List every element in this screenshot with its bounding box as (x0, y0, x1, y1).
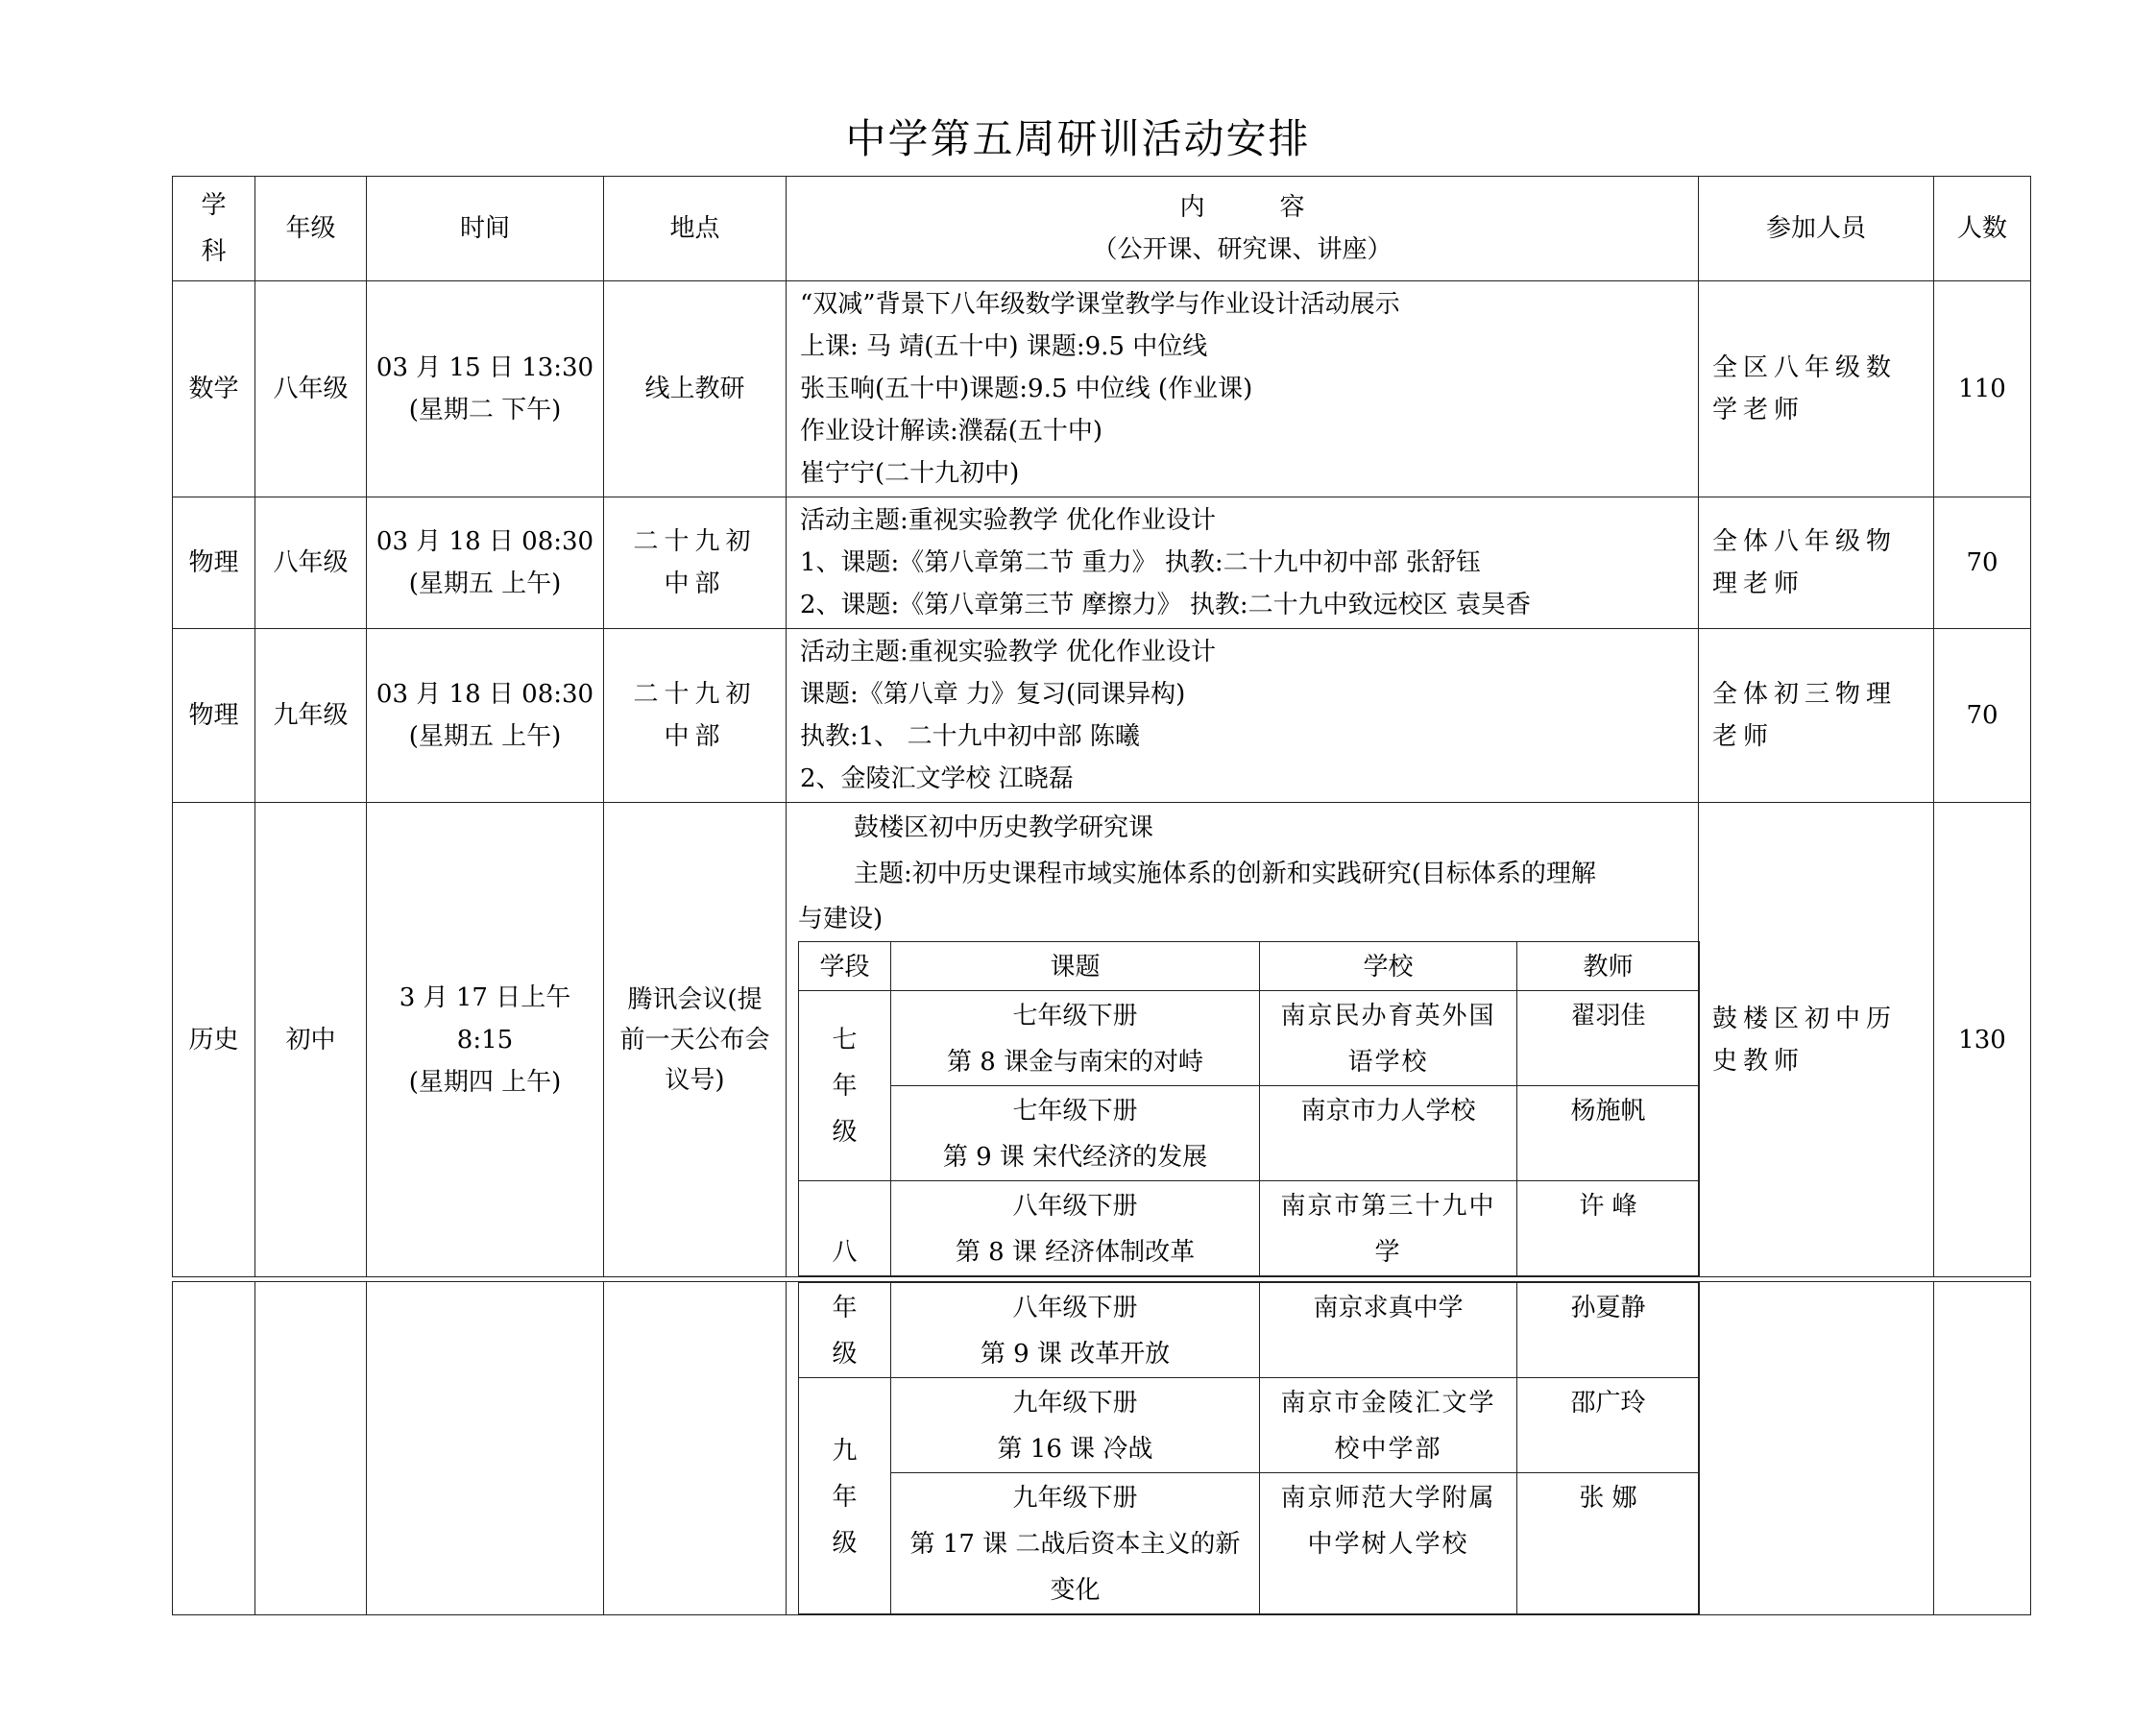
place-cell: 线上教研 (604, 281, 787, 497)
count-cell: 110 (1934, 281, 2031, 497)
lesson-topic: 九年级下册 第 16 课 冷战 (891, 1378, 1260, 1473)
lesson-row (799, 991, 1700, 1086)
lesson-row (799, 1181, 1700, 1276)
lesson-header-topic: 课题 (891, 942, 1260, 991)
content-line: 执教:1、 二十九中初中部 陈曦 (800, 722, 1140, 751)
lesson-row (799, 1473, 1700, 1614)
table-row-history (173, 803, 2031, 1277)
content-cell (787, 629, 1699, 803)
table-row (173, 497, 2031, 629)
header-participants: 参加人员 (1699, 177, 1934, 281)
time-line: 03 月 18 日 08:30 (375, 527, 594, 556)
time-cell (367, 1282, 604, 1615)
lesson-header-school: 学校 (1260, 942, 1517, 991)
grade-cell: 初中 (255, 803, 367, 1277)
page-title: 中学第五周研训活动安排 (845, 115, 1311, 162)
lesson-school: 南京师范大学附属中学树人学校 (1260, 1473, 1517, 1614)
content-line: 与建设) (798, 905, 884, 933)
lesson-header-row (799, 942, 1700, 991)
lesson-table (798, 941, 1700, 1276)
place-cell: 腾讯会议(提前一天公布会议号) (604, 803, 787, 1277)
grade-cell: 八年级 (255, 281, 367, 497)
content-line: “双减”背景下八年级数学课堂教学与作业设计活动展示 (800, 290, 1400, 319)
place-cell: 二十九初中部 (604, 497, 787, 629)
content-line: 张玉响(五十中)课题:9.5 中位线 (作业课) (800, 375, 1253, 403)
grade-cell (255, 1282, 367, 1615)
header-time: 时间 (367, 177, 604, 281)
content-cell (787, 497, 1699, 629)
content-line: 2、金陵汇文学校 江晓磊 (800, 764, 1074, 793)
subject-cell: 物理 (173, 497, 255, 629)
lesson-row (799, 1086, 1700, 1181)
content-line: 活动主题:重视实验教学 优化作业设计 (800, 638, 1217, 667)
time-line: 03 月 15 日 13:30 (375, 353, 594, 382)
count-cell (1934, 1282, 2031, 1615)
lesson-school: 南京市第三十九中学 (1260, 1181, 1517, 1276)
grade-cell: 八年级 (255, 497, 367, 629)
lesson-teacher: 许 峰 (1517, 1181, 1700, 1276)
lesson-table-continued (798, 1282, 1700, 1614)
header-place: 地点 (604, 177, 787, 281)
subject-cell: 数学 (173, 281, 255, 497)
lesson-school: 南京民办育英外国语学校 (1260, 991, 1517, 1086)
lesson-topic: 八年级下册 第 9 课 改革开放 (891, 1283, 1260, 1378)
content-cell (787, 1282, 1699, 1615)
subject-cell: 历史 (173, 803, 255, 1277)
header-row (173, 177, 2031, 281)
table-row (173, 281, 2031, 497)
content-line: 活动主题:重视实验教学 优化作业设计 (800, 506, 1217, 535)
lesson-row (799, 1378, 1700, 1473)
content-line: 主题:初中历史课程市域实施体系的创新和实践研究(目标体系的理解 (854, 860, 1596, 888)
content-line: 2、课题:《第八章第三节 摩擦力》 执教:二十九中致远校区 袁昊香 (800, 591, 1531, 619)
participants-cell: 鼓楼区初中历史教师 (1699, 803, 1934, 1277)
count-cell: 70 (1934, 629, 2031, 803)
lesson-school: 南京市金陵汇文学校中学部 (1260, 1378, 1517, 1473)
lesson-teacher: 邵广玲 (1517, 1378, 1700, 1473)
time-cell (367, 497, 604, 629)
lesson-topic: 七年级下册 第 8 课金与南宋的对峙 (891, 991, 1260, 1086)
stage-cell: 七年级 (799, 991, 891, 1181)
content-cell (787, 803, 1699, 1277)
grade-cell: 九年级 (255, 629, 367, 803)
time-line: (星期四 上午) (408, 1067, 562, 1097)
content-line: 1、课题:《第八章第二节 重力》 执教:二十九中初中部 张舒钰 (800, 548, 1481, 577)
time-line: 03 月 18 日 08:30 (375, 680, 594, 709)
time-cell (367, 629, 604, 803)
time-cell (367, 803, 604, 1277)
participants-cell: 全体初三物理老师 (1699, 629, 1934, 803)
content-line: 上课: 马 靖(五十中) 课题:9.5 中位线 (800, 332, 1208, 361)
subject-cell: 物理 (173, 629, 255, 803)
lesson-teacher: 杨施帆 (1517, 1086, 1700, 1181)
lesson-school: 南京市力人学校 (1260, 1086, 1517, 1181)
count-cell: 130 (1934, 803, 2031, 1277)
content-line: 作业设计解读:濮磊(五十中) (800, 417, 1103, 446)
lesson-header-stage: 学段 (799, 942, 891, 991)
lesson-row (799, 1283, 1700, 1378)
time-line: 8:15 (456, 1025, 514, 1054)
stage-cell: 九年级 (799, 1378, 891, 1614)
content-line: 崔宁宁(二十九初中) (800, 459, 1020, 488)
lesson-topic: 八年级下册 第 8 课 经济体制改革 (891, 1181, 1260, 1276)
lesson-teacher: 孙夏静 (1517, 1283, 1700, 1378)
lesson-topic: 七年级下册 第 9 课 宋代经济的发展 (891, 1086, 1260, 1181)
header-grade: 年级 (255, 177, 367, 281)
time-line: (星期五 上午) (408, 722, 562, 751)
header-count: 人数 (1934, 177, 2031, 281)
content-line: 鼓楼区初中历史教学研究课 (854, 813, 1154, 842)
content-cell (787, 281, 1699, 497)
header-content (787, 177, 1699, 281)
lesson-school: 南京求真中学 (1260, 1283, 1517, 1378)
time-cell (367, 281, 604, 497)
table-row-history-continued (173, 1282, 2031, 1615)
header-subject: 学科 (173, 177, 255, 281)
count-cell: 70 (1934, 497, 2031, 629)
lesson-teacher: 张 娜 (1517, 1473, 1700, 1614)
place-cell (604, 1282, 787, 1615)
time-line: 3 月 17 日上午 (399, 982, 571, 1012)
subject-cell (173, 1282, 255, 1615)
participants-cell (1699, 1282, 1934, 1615)
lesson-topic: 九年级下册 第 17 课 二战后资本主义的新变化 (891, 1473, 1260, 1614)
schedule-table (172, 176, 2031, 1277)
time-line: (星期五 上午) (408, 570, 562, 598)
schedule-table-continued (172, 1281, 2031, 1615)
content-line: 课题:《第八章 力》复习(同课异构) (800, 680, 1186, 709)
header-content-subtitle: （公开课、研究课、讲座） (1092, 235, 1393, 264)
stage-cell: 八 (799, 1181, 891, 1276)
header-content-title: 内 容 (1179, 193, 1305, 222)
participants-cell: 全区八年级数学老师 (1699, 281, 1934, 497)
lesson-header-teacher: 教师 (1517, 942, 1700, 991)
table-row (173, 629, 2031, 803)
stage-cell: 年级 (799, 1283, 891, 1378)
time-line: (星期二 下午) (408, 396, 562, 424)
participants-cell: 全体八年级物理老师 (1699, 497, 1934, 629)
place-cell: 二十九初中部 (604, 629, 787, 803)
lesson-teacher: 翟羽佳 (1517, 991, 1700, 1086)
